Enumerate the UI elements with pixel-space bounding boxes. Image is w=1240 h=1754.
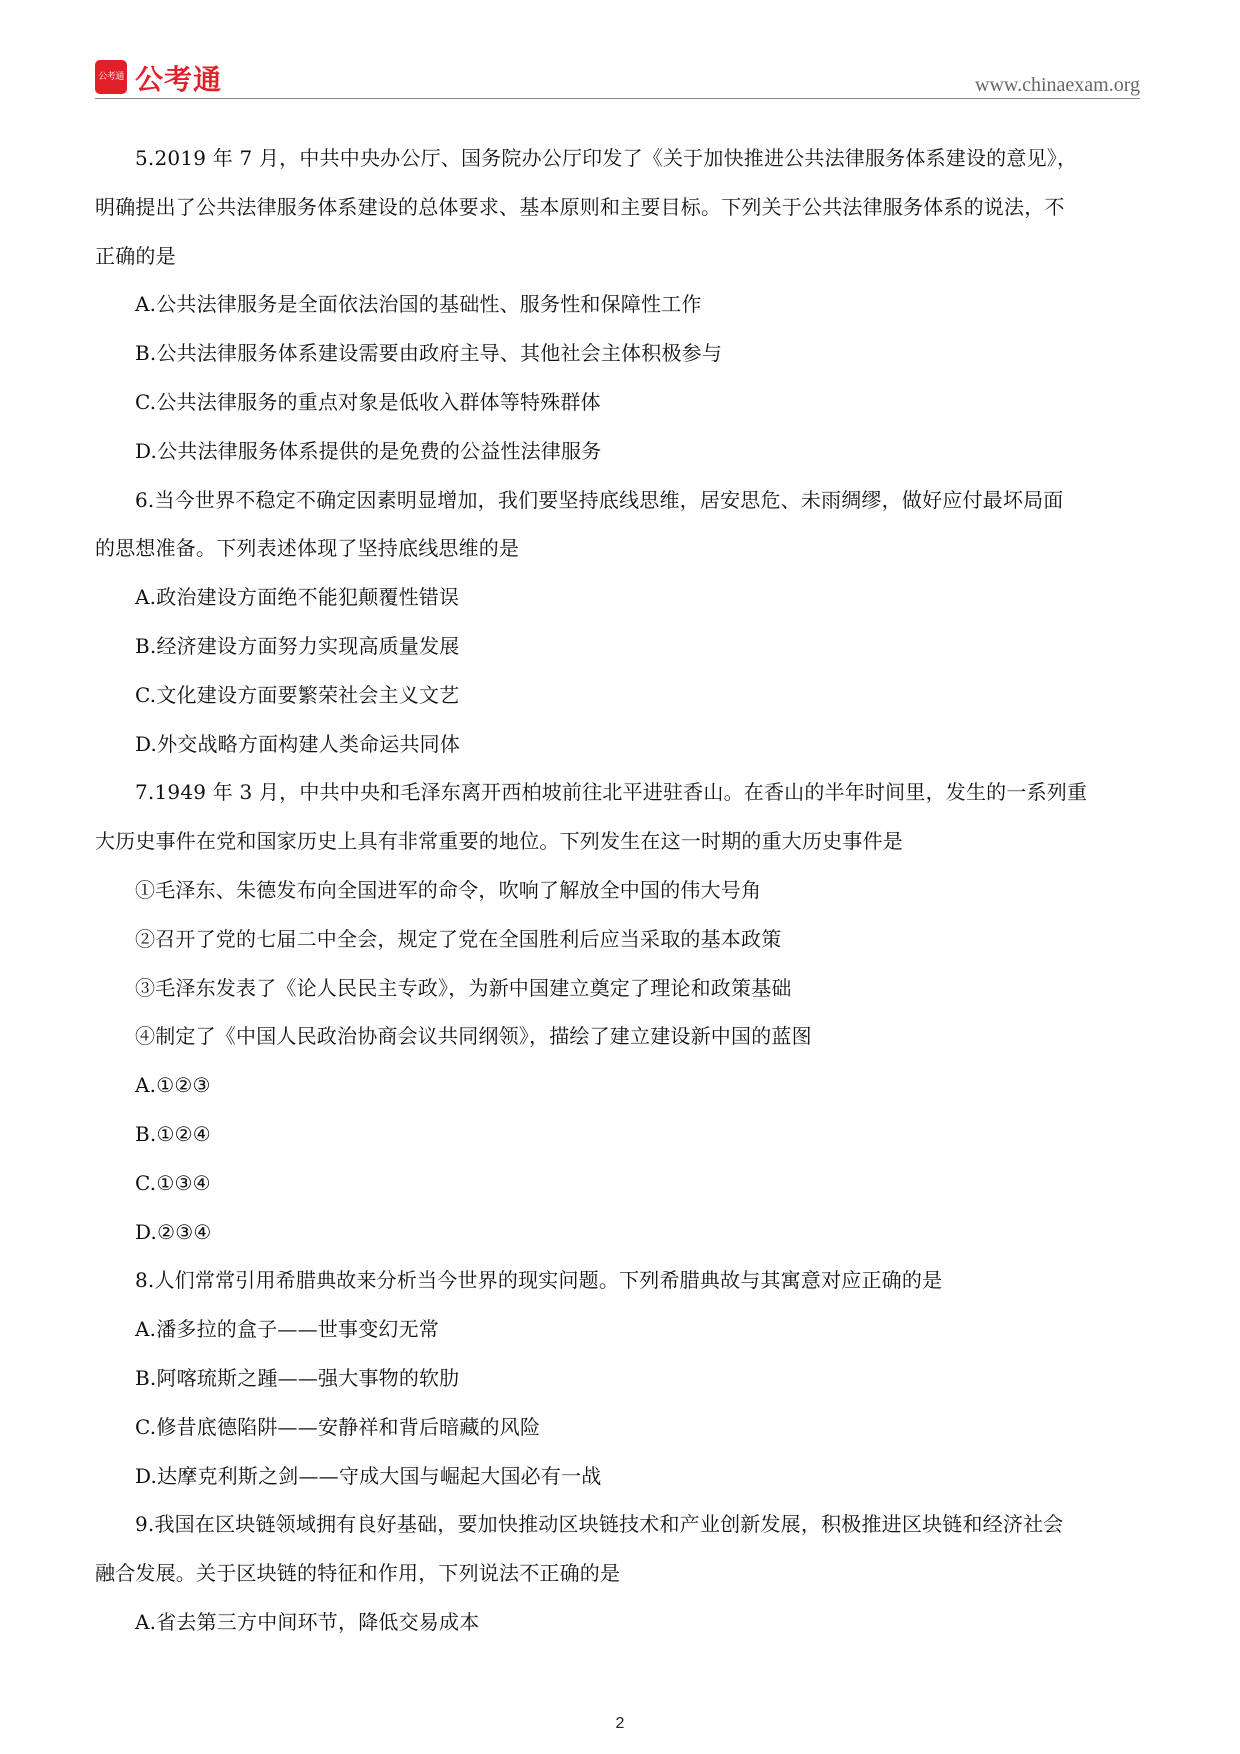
text-line: B.经济建设方面努力实现高质量发展 [135, 633, 460, 658]
text-line: C.文化建设方面要繁荣社会主义文艺 [135, 682, 460, 707]
text-line: D.外交战略方面构建人类命运共同体 [135, 731, 461, 756]
text-line: 7.1949 年 3 月，中共中央和毛泽东离开西柏坡前往北平进驻香山。在香山的半年时间里，发生的一系列重 [135, 780, 1088, 805]
text-line: 5.2019 年 7 月，中共中央办公厅、国务院办公厅印发了《关于加快推进公共法律服务体系建设的意见》， [135, 146, 1078, 170]
page-header [95, 60, 1140, 100]
text-line: D.达摩克利斯之剑——守成大国与崛起大国必有一战 [135, 1463, 602, 1488]
text-line: 融合发展。关于区块链的特征和作用，下列说法不正确的是 [95, 1561, 621, 1586]
page-number: 2 [615, 1715, 625, 1732]
text-line: A.公共法律服务是全面依法治国的基础性、服务性和保障性工作 [135, 292, 702, 317]
text-line: 明确提出了公共法律服务体系建设的总体要求、基本原则和主要目标。下列关于公共法律服务体系的说法，不 [95, 194, 1065, 219]
text-line: C.公共法律服务的重点对象是低收入群体等特殊群体 [135, 389, 601, 414]
text-line: 8.人们常常引用希腊典故来分析当今世界的现实问题。下列希腊典故与其寓意对应正确的是 [135, 1268, 943, 1293]
text-line: 的思想准备。下列表述体现了坚持底线思维的是 [95, 536, 520, 561]
text-line: ①毛泽东、朱德发布向全国进军的命令，吹响了解放全中国的伟大号角 [135, 877, 762, 902]
text-line: B.公共法律服务体系建设需要由政府主导、其他社会主体积极参与 [135, 341, 723, 366]
site-url: www.chinaexam.org [975, 74, 1140, 96]
text-line: A.省去第三方中间环节，降低交易成本 [135, 1609, 480, 1634]
text-line: 9.我国在区块链领域拥有良好基础，要加快推动区块链技术和产业创新发展，积极推进区块链和经济社会 [135, 1512, 1064, 1537]
header-divider [95, 98, 1140, 99]
text-line: D.公共法律服务体系提供的是免费的公益性法律服务 [135, 438, 602, 463]
text-line: C.①③④ [135, 1170, 211, 1195]
text-line: B.①②④ [135, 1121, 211, 1146]
text-line: A.潘多拉的盒子——世事变幻无常 [135, 1317, 440, 1342]
text-line: D.②③④ [135, 1219, 212, 1244]
logo-icon: 公考通 [95, 60, 127, 94]
text-line: B.阿喀琉斯之踵——强大事物的软肋 [135, 1365, 460, 1390]
text-line: A.政治建设方面绝不能犯颠覆性错误 [135, 585, 460, 610]
text-line: ②召开了党的七届二中全会，规定了党在全国胜利后应当采取的基本政策 [135, 926, 782, 951]
text-line: C.修昔底德陷阱——安静祥和背后暗藏的风险 [135, 1414, 541, 1439]
text-line: A.①②③ [135, 1073, 211, 1098]
text-line: 正确的是 [95, 243, 176, 268]
text-line: 6.当今世界不稳定不确定因素明显增加，我们要坚持底线思维，居安思危、未雨绸缪，做好应付最坏局面 [135, 487, 1064, 512]
text-line: 大历史事件在党和国家历史上具有非常重要的地位。下列发生在这一时期的重大历史事件是 [95, 829, 903, 854]
brand-name: 公考通 [135, 63, 223, 96]
text-line: ③毛泽东发表了《论人民民主专政》，为新中国建立奠定了理论和政策基础 [135, 975, 792, 1000]
text-line: ④制定了《中国人民政治协商会议共同纲领》，描绘了建立建设新中国的蓝图 [135, 1024, 812, 1049]
document-body [95, 134, 1145, 1647]
